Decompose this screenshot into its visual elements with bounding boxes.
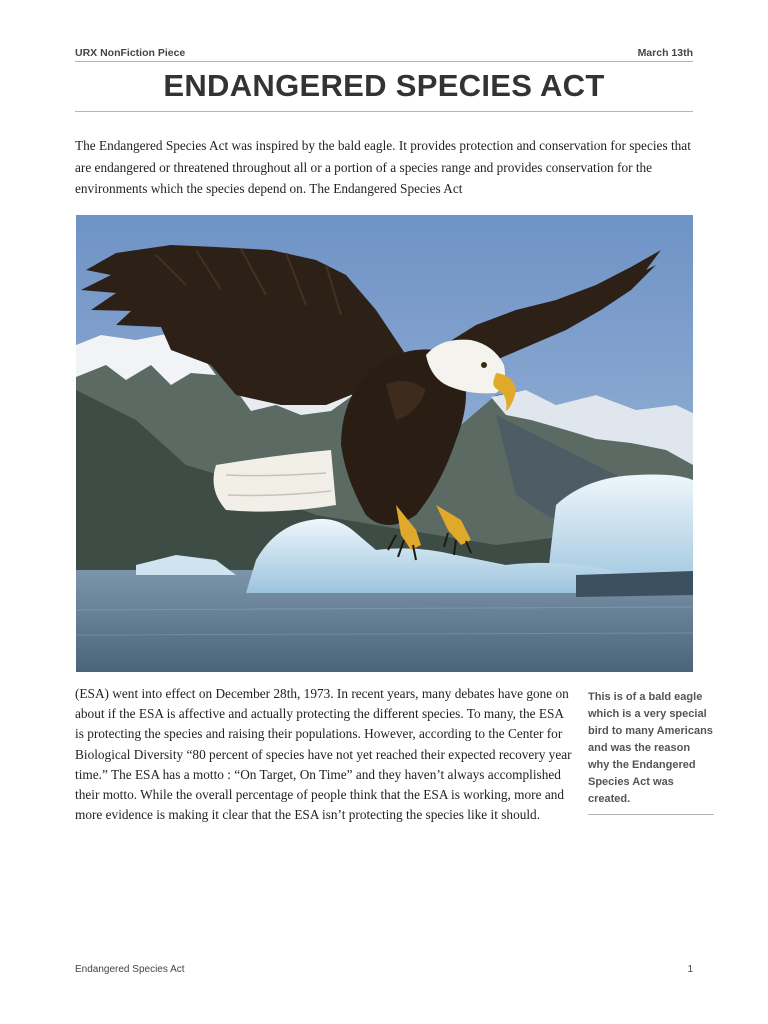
- caption-divider: [588, 814, 714, 815]
- image-caption: This is of a bald eagle which is a very special bird to many Americans and was the reason why the Endangered Species Act was created.: [588, 691, 713, 805]
- title-divider: [75, 111, 693, 112]
- page-header: [75, 47, 693, 62]
- footer-document-title: Endangered Species Act: [75, 964, 185, 975]
- header-document-type: URX NonFiction Piece: [75, 47, 186, 59]
- page-footer: [75, 964, 693, 975]
- body-paragraph-intro: The Endangered Species Act was inspired by the bald eagle. It provides protection and conservation for species that are endangered or threatened throughout all or a portion of a species range and provides conservation for the environments which the species depend on. The Endangered Species Act: [75, 138, 691, 196]
- page-number: 1: [687, 964, 693, 975]
- body-paragraph-main: (ESA) went into effect on December 28th, 1973. In recent years, many debates have gone on about if the ESA is affective and actually protecting the different species. To many, the ESA is protecting the species and raising their populations. However, according to the Center for Biological Diversity “80 percent of species have not yet reached their expected recovery year time.” The ESA has a motto : “On Target, On Time” and they haven’t always accomplished their motto. While the overall percentage of people think that the ESA is working, more and more evidence is making it clear that the ESA isn’t protecting the species like it should.: [75, 686, 572, 823]
- page-title: ENDANGERED SPECIES ACT: [163, 68, 605, 103]
- header-date: March 13th: [637, 47, 693, 59]
- bald-eagle-photo: [76, 215, 693, 672]
